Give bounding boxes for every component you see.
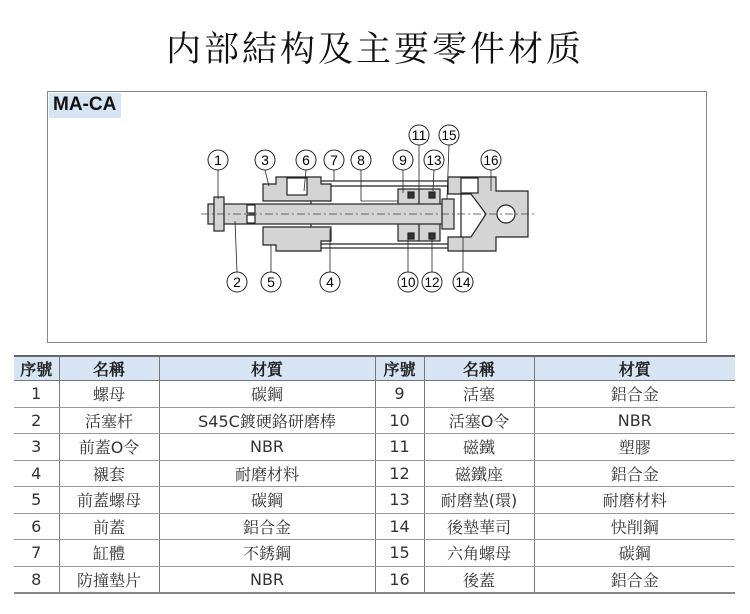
callout-5 (261, 272, 281, 292)
callout-number: 10 (400, 274, 416, 290)
callout-number: 7 (330, 152, 338, 168)
cell-material: 鋁合金 (534, 460, 735, 487)
cell-no: 14 (375, 513, 424, 540)
structure-diagram (47, 91, 707, 343)
callout-8 (351, 150, 371, 170)
cell-no: 3 (14, 434, 59, 461)
callout-number: 8 (357, 152, 365, 168)
cell-no: 11 (375, 434, 424, 461)
cell-no: 8 (14, 566, 59, 593)
cell-material: 鋁合金 (534, 566, 735, 593)
header-material: 材質 (159, 356, 375, 381)
callout-number: 16 (483, 152, 499, 168)
callout-6 (296, 150, 316, 170)
cell-material: NBR (534, 407, 735, 434)
table-row (14, 434, 735, 461)
cell-no: 9 (375, 381, 424, 408)
cell-material: 耐磨材料 (159, 460, 375, 487)
cell-material: NBR (159, 434, 375, 461)
callout-number: 11 (411, 127, 427, 143)
callout-number: 6 (302, 152, 310, 168)
callout-7 (324, 150, 344, 170)
table-row (14, 566, 735, 593)
cylinder-cross-section (48, 92, 708, 344)
callout-14 (453, 272, 473, 292)
cell-name: 前蓋螺母 (59, 487, 159, 514)
cell-name: 磁鐵 (424, 434, 534, 461)
callout-4 (320, 272, 340, 292)
callout-15 (439, 125, 459, 145)
table-row (14, 407, 735, 434)
cell-name: 前蓋 (59, 513, 159, 540)
cell-name: 襯套 (59, 460, 159, 487)
callout-number: 12 (424, 274, 440, 290)
cell-no: 7 (14, 540, 59, 567)
cell-name: 活塞 (424, 381, 534, 408)
parts-table (14, 355, 735, 594)
table-row (14, 513, 735, 540)
table-row (14, 460, 735, 487)
callout-3 (255, 150, 275, 170)
cell-name: 前蓋O令 (59, 434, 159, 461)
callout-11 (409, 125, 429, 145)
callout-13 (424, 150, 444, 170)
cell-no: 16 (375, 566, 424, 593)
cell-material: 耐磨材料 (534, 487, 735, 514)
header-name: 名稱 (59, 356, 159, 381)
header-no: 序號 (375, 356, 424, 381)
callout-2 (227, 272, 247, 292)
cell-no: 6 (14, 513, 59, 540)
callout-1 (208, 150, 228, 170)
callout-9 (393, 150, 413, 170)
cell-name: 活塞O令 (424, 407, 534, 434)
callout-number: 14 (455, 274, 471, 290)
cell-name: 缸體 (59, 540, 159, 567)
cell-material: 碳鋼 (534, 540, 735, 567)
cell-material: S45C鍍硬鉻研磨棒 (159, 407, 375, 434)
cell-material: 碳鋼 (159, 381, 375, 408)
cell-material: NBR (159, 566, 375, 593)
callout-10 (398, 272, 418, 292)
callout-number: 13 (426, 152, 442, 168)
cell-name: 六角螺母 (424, 540, 534, 567)
header-no: 序號 (14, 356, 59, 381)
cell-no: 13 (375, 487, 424, 514)
cell-no: 4 (14, 460, 59, 487)
callout-number: 5 (267, 274, 275, 290)
callout-16 (481, 150, 501, 170)
cell-name: 後墊華司 (424, 513, 534, 540)
cell-material: 不銹鋼 (159, 540, 375, 567)
cell-material: 塑膠 (534, 434, 735, 461)
cell-name: 磁鐵座 (424, 460, 534, 487)
cell-material: 碳鋼 (159, 487, 375, 514)
callout-number: 1 (214, 152, 222, 168)
table-row (14, 487, 735, 514)
cell-material: 鋁合金 (159, 513, 375, 540)
cell-no: 5 (14, 487, 59, 514)
cell-no: 1 (14, 381, 59, 408)
table-header (14, 356, 735, 381)
header-name: 名稱 (424, 356, 534, 381)
page-title: 内部結构及主要零件材质 (165, 30, 584, 70)
cell-material: 快削鋼 (534, 513, 735, 540)
callout-12 (422, 272, 442, 292)
cell-material: 鋁合金 (534, 381, 735, 408)
cell-no: 12 (375, 460, 424, 487)
cell-no: 10 (375, 407, 424, 434)
callout-number: 9 (399, 152, 407, 168)
callout-number: 2 (233, 274, 241, 290)
cell-name: 後蓋 (424, 566, 534, 593)
cell-no: 2 (14, 407, 59, 434)
table-row (14, 540, 735, 567)
cell-name: 活塞杆 (59, 407, 159, 434)
header-material: 材質 (534, 356, 735, 381)
cell-name: 螺母 (59, 381, 159, 408)
table-row (14, 381, 735, 408)
cell-name: 防撞墊片 (59, 566, 159, 593)
callout-number: 4 (326, 274, 334, 290)
callout-number: 3 (261, 152, 269, 168)
callout-number: 15 (441, 127, 457, 143)
model-label: MA-CA (49, 93, 121, 118)
cell-name: 耐磨墊(環) (424, 487, 534, 514)
cell-no: 15 (375, 540, 424, 567)
